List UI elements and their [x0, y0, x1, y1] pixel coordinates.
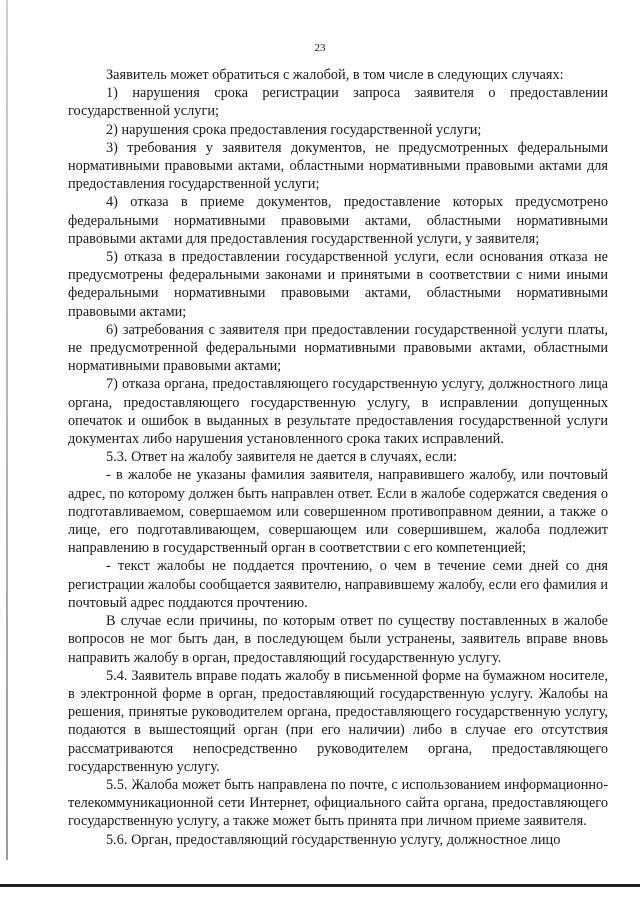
paragraph-5-4: 5.4. Заявитель вправе подать жалобу в письменной форме на бумажном носителе, в электронной форме в орган, предоставляющий государственную услугу. Жалобы на решения, принятые руководителем органа, предоставляющего государственную услугу, подаются в вышестоящий орган (при его наличии) либо в случае его отсутствия рассматриваются непосредственно руководителем органа, предоставляющего государственную услугу.: [68, 667, 608, 775]
paragraph-intro: Заявитель может обратиться с жалобой, в том числе в следующих случаях:: [106, 67, 564, 83]
paragraph-item-7: 7) отказа органа, предоставляющего государственную услугу, должностного лица органа, предоставляющего государственную услугу, в исправлении допущенных опечаток и ошибок в выданных в результате предоставления государственной услуги документах либо нарушения установленного срока таких исправлений.: [68, 376, 608, 448]
paragraph-5-5: 5.5. Жалоба может быть направлена по почте, с использованием информационно-телекоммуникационной сети Интернет, официального сайта органа, предоставляющего государственную услугу, а также может быть принята при личном приеме заявителя.: [68, 776, 608, 830]
paragraph-5-3-dash-1: - в жалобе не указаны фамилия заявителя, направившего жалобу, или почтовый адрес, по которому должен быть направлен ответ. Если в жалобе содержатся сведения о подготавливаемом, совершаемом или совершенном противоправном деянии, а также о лице, его подготавливающем, совершающем или совершившем, жалоба подлежит направлению в государственный орган в соответствии с его компетенцией;: [68, 467, 608, 557]
paragraph-item-2: 2) нарушения срока предоставления государственной услуги;: [106, 121, 482, 138]
scan-bottom-edge: [0, 884, 640, 887]
paragraph-repeat-complaint: В случае если причины, по которым ответ по существу поставленных в жалобе вопросов не мог быть дан, в последующем были устранены, заявитель вправе вновь направить жалобу в орган, предоставляющий государственную услугу.: [68, 613, 608, 666]
document-body: [68, 66, 608, 849]
page-number: 23: [314, 42, 326, 54]
paragraph-item-1: 1) нарушения срока регистрации запроса заявителя о предоставлении государственной услуги;: [68, 85, 608, 120]
paragraph-item-3: 3) требования у заявителя документов, не предусмотренных федеральными нормативными правовыми актами, областными нормативными правовыми актами для предоставления государственной услуги;: [68, 139, 608, 193]
paragraph-5-6: 5.6. Орган, предоставляющий государственную услугу, должностное лицо: [106, 831, 561, 848]
scan-left-edge: [6, 0, 8, 860]
paragraph-item-6: 6) затребования с заявителя при предоставлении государственной услуги платы, не предусмотренной федеральными нормативными правовыми актами, областными нормативными правовыми актами;: [68, 321, 608, 375]
paragraph-item-4: 4) отказа в приеме документов, предоставление которых предусмотрено федеральными нормативными правовыми актами, областными нормативными правовыми актами для предоставления государственной услуги, у заявителя;: [68, 194, 608, 247]
paragraph-item-5: 5) отказа в предоставлении государственной услуги, если основания отказа не предусмотрены федеральными законами и принятыми в соответствии с ними иными федеральными нормативными правовыми актами, областными нормативными правовыми актами;: [68, 249, 608, 320]
paragraph-5-3-dash-2: - текст жалобы не поддается прочтению, о чем в течение семи дней со дня регистрации жалобы сообщается заявителю, направившему жалобу, если его фамилия и почтовый адрес поддаются прочтению.: [68, 558, 608, 611]
paragraph-5-3: 5.3. Ответ на жалобу заявителя не дается в случаях, если:: [106, 449, 458, 466]
